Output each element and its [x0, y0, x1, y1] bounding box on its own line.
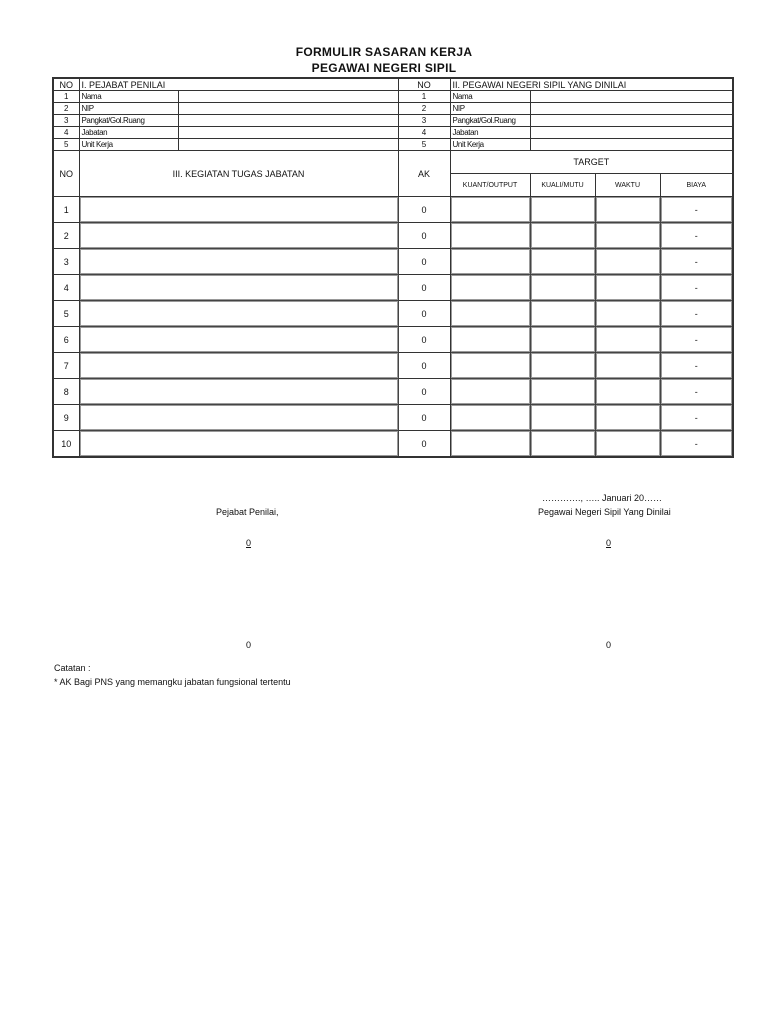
activity-kuantitas-cell[interactable] [450, 405, 530, 431]
activity-kuantitas-cell[interactable] [450, 327, 530, 353]
identity-row [53, 127, 733, 139]
identity-row [53, 115, 733, 127]
activity-kuantitas-cell[interactable] [450, 431, 530, 458]
activity-waktu-cell[interactable] [595, 431, 660, 458]
identity-row [53, 103, 733, 115]
activity-biaya: - [660, 327, 733, 353]
target-col-kuantitas: KUANT/OUTPUT [450, 174, 530, 197]
notes-text: * AK Bagi PNS yang memangku jabatan fungsional tertentu [54, 677, 291, 687]
section2-field-no: 1 [398, 91, 450, 103]
section2-field-value[interactable] [530, 139, 733, 151]
signature-date: …………., ….. Januari 20…… [542, 493, 663, 503]
activity-ak: 0 [398, 353, 450, 379]
section2-field-label: Pangkat/Gol.Ruang [450, 115, 530, 127]
signature-right-nip: 0 [606, 640, 612, 650]
activity-kualitas-cell[interactable] [530, 301, 595, 327]
activity-description-cell[interactable] [79, 301, 398, 327]
activity-description-cell[interactable] [79, 197, 398, 223]
activity-waktu-cell[interactable] [595, 197, 660, 223]
section1-field-no: 3 [53, 115, 79, 127]
section2-field-value[interactable] [530, 103, 733, 115]
activity-biaya: - [660, 431, 733, 458]
section2-field-no: 3 [398, 115, 450, 127]
activity-description-cell[interactable] [79, 379, 398, 405]
activity-biaya: - [660, 275, 733, 301]
section1-field-no: 5 [53, 139, 79, 151]
activities-ak-header: AK [398, 151, 450, 197]
section1-field-no: 4 [53, 127, 79, 139]
section2-field-label: NIP [450, 103, 530, 115]
signature-left-title: Pejabat Penilai, [216, 507, 279, 517]
activity-ak: 0 [398, 275, 450, 301]
notes-label: Catatan : [54, 663, 91, 673]
activity-no: 5 [53, 301, 79, 327]
target-header: TARGET [450, 151, 733, 174]
activity-row [53, 431, 733, 458]
activity-no: 10 [53, 431, 79, 458]
activity-biaya: - [660, 405, 733, 431]
activity-no: 3 [53, 249, 79, 275]
activity-kualitas-cell[interactable] [530, 405, 595, 431]
section1-no-header: NO [53, 78, 79, 91]
activity-description-cell[interactable] [79, 353, 398, 379]
activity-biaya: - [660, 353, 733, 379]
target-col-waktu: WAKTU [595, 174, 660, 197]
activities-no-header: NO [53, 151, 79, 197]
activity-row [53, 249, 733, 275]
section1-field-value[interactable] [178, 91, 398, 103]
activities-header-row [53, 151, 733, 174]
activity-no: 6 [53, 327, 79, 353]
activity-no: 9 [53, 405, 79, 431]
identity-row [53, 139, 733, 151]
section1-field-label: Jabatan [79, 127, 178, 139]
form-subtitle: PEGAWAI NEGERI SIPIL [311, 61, 457, 75]
activity-kuantitas-cell[interactable] [450, 275, 530, 301]
activity-waktu-cell[interactable] [595, 223, 660, 249]
sasaran-kerja-table [52, 77, 734, 458]
activity-no: 7 [53, 353, 79, 379]
activity-description-cell[interactable] [79, 275, 398, 301]
section1-field-no: 2 [53, 103, 79, 115]
activity-no: 4 [53, 275, 79, 301]
activity-waktu-cell[interactable] [595, 353, 660, 379]
activity-no: 2 [53, 223, 79, 249]
activity-ak: 0 [398, 197, 450, 223]
section1-field-no: 1 [53, 91, 79, 103]
activity-row [53, 379, 733, 405]
activity-biaya: - [660, 249, 733, 275]
section1-heading: I. PEJABAT PENILAI [79, 78, 398, 91]
activity-ak: 0 [398, 379, 450, 405]
activity-biaya: - [660, 301, 733, 327]
activity-kuantitas-cell[interactable] [450, 197, 530, 223]
activity-row [53, 353, 733, 379]
section1-field-value[interactable] [178, 103, 398, 115]
section1-field-label: Unit Kerja [79, 139, 178, 151]
section1-field-value[interactable] [178, 139, 398, 151]
activity-kualitas-cell[interactable] [530, 223, 595, 249]
activity-no: 8 [53, 379, 79, 405]
activity-kualitas-cell[interactable] [530, 327, 595, 353]
activity-kuantitas-cell[interactable] [450, 301, 530, 327]
activity-ak: 0 [398, 301, 450, 327]
section1-field-label: Nama [79, 91, 178, 103]
activity-ak: 0 [398, 249, 450, 275]
activity-row [53, 405, 733, 431]
activity-biaya: - [660, 223, 733, 249]
activity-kuantitas-cell[interactable] [450, 379, 530, 405]
signature-left-nip: 0 [246, 640, 252, 650]
target-col-kualitas: KUALI/MUTU [530, 174, 595, 197]
activity-waktu-cell[interactable] [595, 327, 660, 353]
activity-kuantitas-cell[interactable] [450, 353, 530, 379]
activity-kualitas-cell[interactable] [530, 431, 595, 458]
identity-row [53, 91, 733, 103]
section2-field-value[interactable] [530, 91, 733, 103]
activity-ak: 0 [398, 405, 450, 431]
activity-waktu-cell[interactable] [595, 379, 660, 405]
activity-kuantitas-cell[interactable] [450, 223, 530, 249]
activity-waktu-cell[interactable] [595, 275, 660, 301]
activity-row [53, 223, 733, 249]
activity-no: 1 [53, 197, 79, 223]
activity-description-cell[interactable] [79, 431, 398, 458]
section2-field-label: Jabatan [450, 127, 530, 139]
section1-field-value[interactable] [178, 115, 398, 127]
signature-right-title: Pegawai Negeri Sipil Yang Dinilai [538, 507, 671, 517]
activity-description-cell[interactable] [79, 405, 398, 431]
activity-waktu-cell[interactable] [595, 249, 660, 275]
activity-row [53, 327, 733, 353]
activity-row [53, 301, 733, 327]
activity-waktu-cell[interactable] [595, 405, 660, 431]
signature-right-name: 0 [606, 538, 612, 548]
activity-ak: 0 [398, 223, 450, 249]
activity-kualitas-cell[interactable] [530, 197, 595, 223]
target-col-biaya: BIAYA [660, 174, 733, 197]
section2-field-value[interactable] [530, 127, 733, 139]
activity-biaya: - [660, 379, 733, 405]
activity-kualitas-cell[interactable] [530, 353, 595, 379]
activity-ak: 0 [398, 327, 450, 353]
activity-kualitas-cell[interactable] [530, 379, 595, 405]
activity-kualitas-cell[interactable] [530, 249, 595, 275]
section1-field-label: Pangkat/Gol.Ruang [79, 115, 178, 127]
activity-ak: 0 [398, 431, 450, 458]
activity-waktu-cell[interactable] [595, 301, 660, 327]
activity-row [53, 275, 733, 301]
activity-row [53, 197, 733, 223]
section2-field-no: 4 [398, 127, 450, 139]
activity-kualitas-cell[interactable] [530, 275, 595, 301]
activity-kuantitas-cell[interactable] [450, 249, 530, 275]
activities-heading: III. KEGIATAN TUGAS JABATAN [79, 151, 398, 197]
activity-biaya: - [660, 197, 733, 223]
activity-description-cell[interactable] [79, 249, 398, 275]
activity-description-cell[interactable] [79, 327, 398, 353]
section1-field-label: NIP [79, 103, 178, 115]
section2-no-header: NO [398, 78, 450, 91]
section2-heading: II. PEGAWAI NEGERI SIPIL YANG DINILAI [450, 78, 733, 91]
section2-field-value[interactable] [530, 115, 733, 127]
activity-description-cell[interactable] [79, 223, 398, 249]
section2-field-no: 2 [398, 103, 450, 115]
section2-field-no: 5 [398, 139, 450, 151]
section2-field-label: Unit Kerja [450, 139, 530, 151]
section1-field-value[interactable] [178, 127, 398, 139]
form-title: FORMULIR SASARAN KERJA [295, 45, 473, 59]
signature-left-name: 0 [246, 538, 252, 548]
section2-field-label: Nama [450, 91, 530, 103]
